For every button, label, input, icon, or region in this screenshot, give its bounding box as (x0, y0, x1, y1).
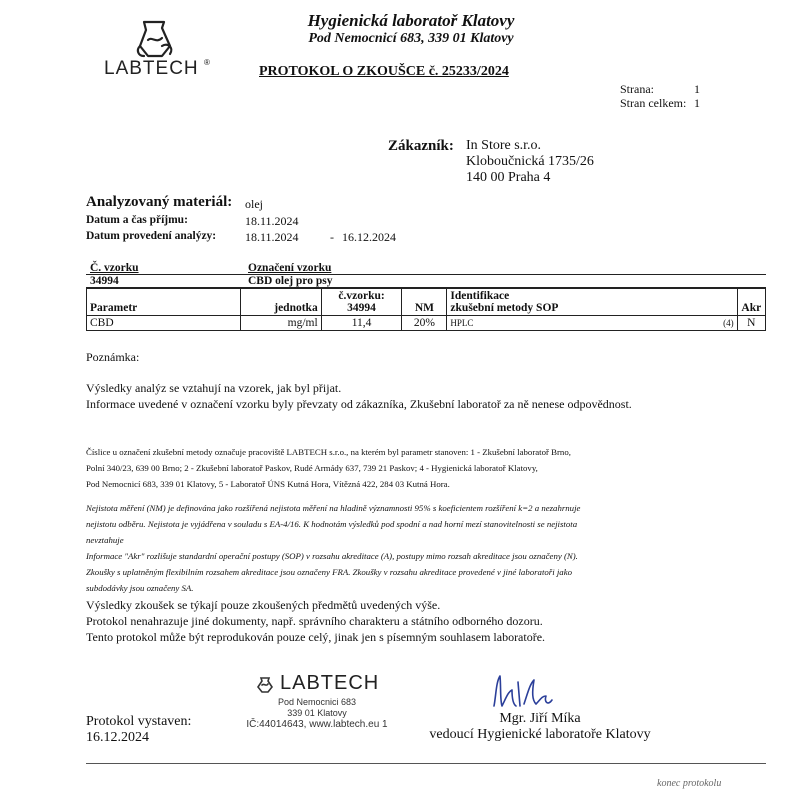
sample-row (86, 275, 766, 288)
issued-block (86, 714, 191, 746)
sample-table (86, 262, 766, 288)
results-header-row (87, 289, 766, 316)
uncertainty-line: nevztahuje (86, 535, 124, 545)
note-label: Poznámka: (86, 350, 140, 364)
stamp-line: IČ:44014643, www.labtech.eu 1 (246, 719, 388, 730)
workplace-code: (4) (723, 318, 734, 328)
stamp-line: 339 01 Klatovy (287, 708, 347, 718)
nm-header: NM (402, 289, 447, 316)
pages-total-label: Stran celkem: (620, 96, 687, 110)
unit-header: jednotka (241, 289, 322, 316)
value-cell: 11,4 (321, 316, 402, 331)
uncertainty-note (86, 500, 776, 596)
issued-label: Protokol vystaven: (86, 714, 192, 729)
sample-number-header: Č. vzorku (86, 262, 244, 275)
customer-label: Zákazník: (388, 138, 454, 154)
stamp-address (232, 697, 402, 730)
signer-title: vedoucí Hygienické laboratoře Klatovy (429, 727, 651, 742)
stamp-line: Pod Nemocnici 683 (277, 697, 357, 707)
nm-cell: 20% (402, 316, 447, 331)
sample-no-header (321, 289, 402, 316)
sample-designation-header: Označení vzorku (244, 262, 766, 275)
customer-block (466, 138, 594, 186)
disclaimer-line: Výsledky zkoušek se týkají pouze zkoušených předmětů uvedených výše. (86, 598, 441, 612)
received-value: 18.11.2024 (245, 214, 299, 228)
page-values (694, 82, 700, 110)
pages-total-value: 1 (694, 96, 700, 110)
method-cell (447, 316, 737, 331)
material-label: Analyzovaný materiál: (86, 194, 233, 210)
analysis-to: 16.12.2024 (342, 230, 396, 244)
results-table (86, 288, 766, 331)
sample-header-row (86, 262, 766, 275)
unit-cell: mg/ml (241, 316, 322, 331)
uncertainty-line: Informace "Akr" rozlišuje standardní operační postupy (SOP) v rozsahu akreditace (A), postupy mimo rozsah akreditace jsou označeny (N). (86, 551, 578, 561)
workplaces-line: Číslice u označení zkušební metody označuje pracoviště LABTECH s.r.o., na kterém byl parametr stanoven: 1 - Zkušební laboratoř Brno, (86, 447, 571, 457)
material-value: olej (245, 197, 263, 211)
sample-designation: CBD olej pro psy (244, 275, 766, 288)
registered-mark-icon: ® (204, 58, 210, 67)
analysis-dash: - (330, 230, 334, 244)
page-label: Strana: (620, 82, 654, 96)
customer-street: Kloboučnická 1735/26 (466, 154, 594, 169)
sample-no: 34994 (347, 302, 376, 314)
disclaimer (86, 597, 776, 645)
bottom-divider (86, 763, 766, 764)
page-labels (620, 82, 686, 110)
ident-header (447, 289, 737, 316)
workplaces-line: Pod Nemocnicí 683, 339 01 Klatovy, 5 - Laboratoř ÚNS Kutná Hora, Vítězná 422, 284 03 Kutná Hora. (86, 479, 450, 489)
signer-block (420, 711, 660, 743)
uncertainty-line: Nejistota měření (NM) je definována jako rozšířená nejistota měření na hladině významnosti 95% s koeficientem rozšíření k=2 a nezahrnuje (86, 503, 581, 513)
disclaimer-line: Protokol nenahrazuje jiné dokumenty, např. správního charakteru a státního odborného dozoru. (86, 614, 543, 628)
signature-icon (486, 670, 566, 714)
workplaces-line: Polní 340/23, 639 00 Brno; 2 - Zkušební laboratoř Paskov, Rudé Armády 637, 739 21 Paskov; 4 - Hygienická laboratoř Klatovy, (86, 463, 538, 473)
param-cell: CBD (87, 316, 241, 331)
ident-line1: Identifikace (450, 290, 510, 302)
disclaimer-line: Tento protokol může být reprodukován pouze celý, jinak jen s písemným souhlasem laboratoře. (86, 630, 546, 644)
received-label: Datum a čas příjmu: (86, 214, 188, 226)
analysis-from: 18.11.2024 (245, 230, 299, 244)
logo-text: LABTECH (104, 58, 199, 79)
customer-city: 140 00 Praha 4 (466, 170, 551, 185)
issued-date: 16.12.2024 (86, 730, 149, 745)
customer-name: In Store s.r.o. (466, 138, 542, 153)
workplaces-note (86, 444, 776, 492)
uncertainty-line: subdodávky jsou označeny SA. (86, 583, 194, 593)
analysis-label: Datum provedení analýzy: (86, 230, 217, 242)
akr-header: Akr (737, 289, 765, 316)
lab-name: Hygienická laboratoř Klatovy (307, 11, 515, 30)
stamp-logo-text: LABTECH (280, 672, 380, 694)
param-header: Parametr (87, 289, 241, 316)
statement-line: Informace uvedené v označení vzorku byly převzaty od zákazníka, Zkušební laboratoř za ně nenese odpovědnost. (86, 397, 632, 411)
stamp-logo-icon (255, 676, 275, 694)
ident-line2: zkušební metody SOP (450, 302, 559, 314)
lab-address: Pod Nemocnicí 683, 339 01 Klatovy (308, 31, 514, 46)
end-note: konec protokolu (657, 778, 722, 789)
method-name: HPLC (450, 318, 474, 328)
uncertainty-line: Zkoušky s uplatněným flexibilním rozsahem akreditace jsou označeny FRA. Zkoušky v rozsahu akreditace provedené v jiné laboratoři jako (86, 567, 572, 577)
sample-no-label: č.vzorku: (338, 290, 385, 302)
uncertainty-line: nejistotu odběru. Nejistota je vyjádřena v souladu s EA-4/16. K hodnotám výsledků pod spodní a nad horní mezí stanovitelnosti se nejistota (86, 519, 578, 529)
statements (86, 380, 776, 412)
sample-number: 34994 (86, 275, 244, 288)
page-value: 1 (694, 82, 700, 96)
signer-name: Mgr. Jiří Míka (499, 711, 581, 726)
protocol-title: PROTOKOL O ZKOUŠCE č. 25233/2024 (259, 64, 509, 79)
akr-cell: N (737, 316, 765, 331)
statement-line: Výsledky analýz se vztahují na vzorek, jak byl přijat. (86, 381, 342, 395)
table-row (87, 316, 766, 331)
